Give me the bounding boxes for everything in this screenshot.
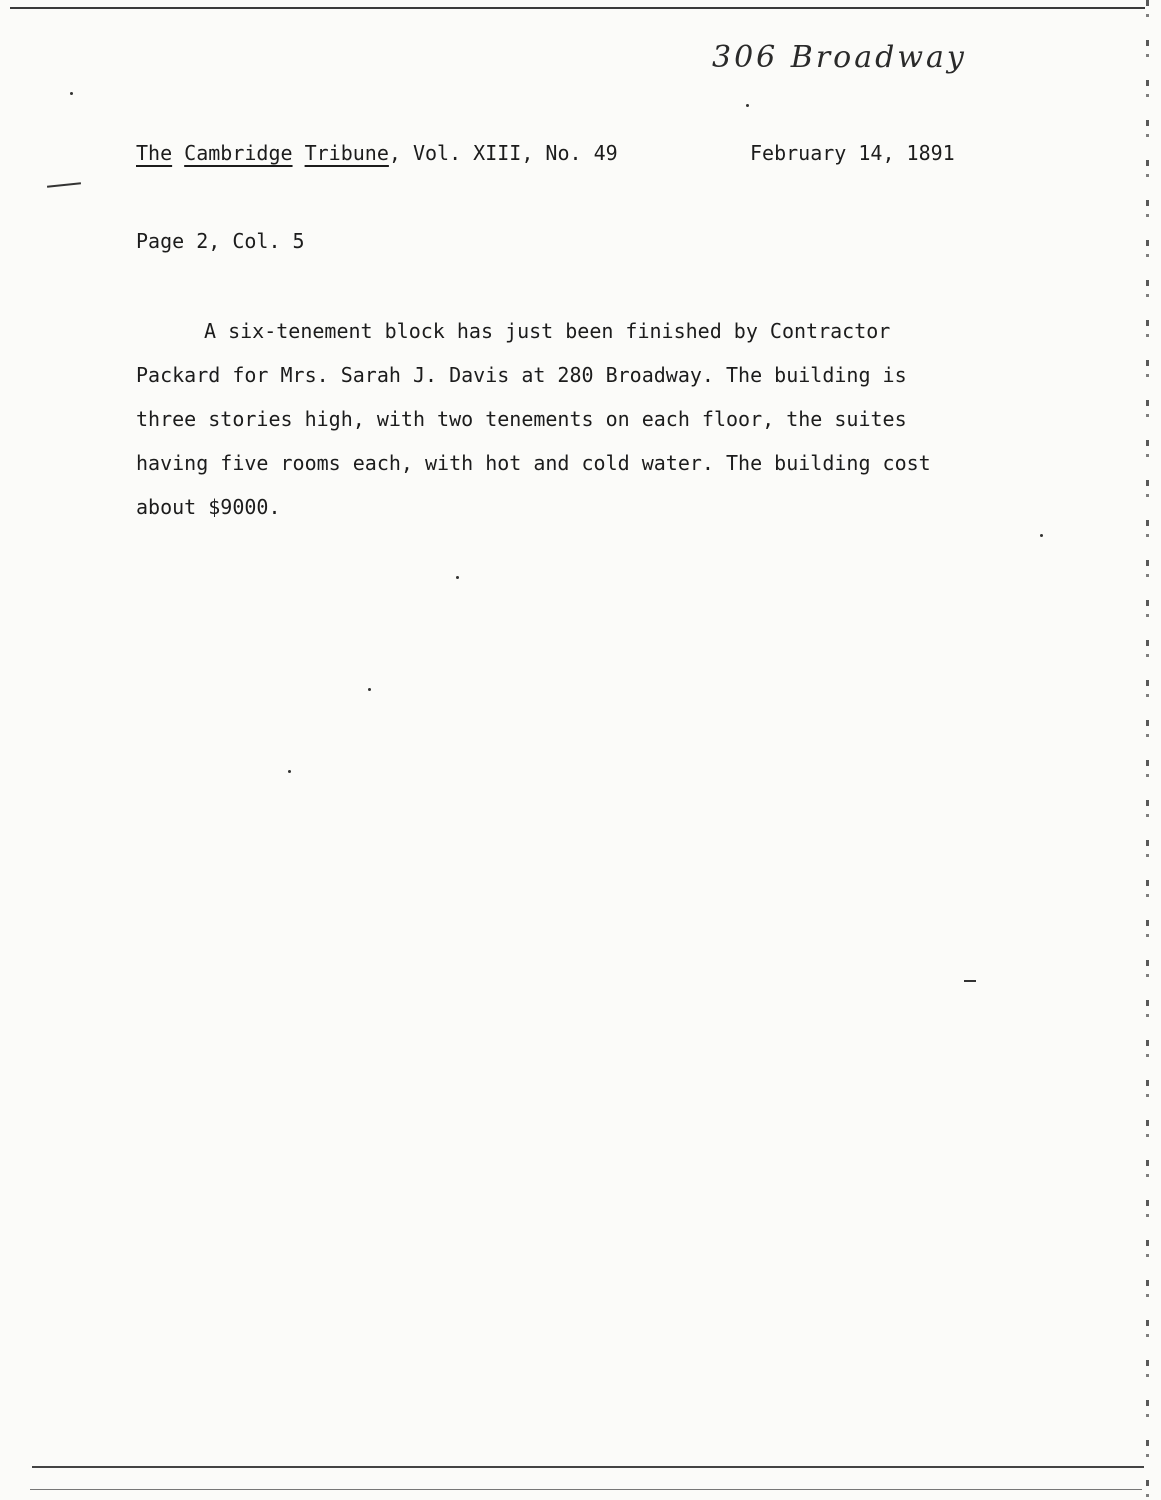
scan-speck <box>746 104 749 107</box>
handwritten-annotation: 306 Broadway <box>712 40 967 75</box>
publication-name-the: The <box>136 141 173 165</box>
publication-name-tribune: Tribune <box>304 141 389 165</box>
scan-speck <box>1040 534 1043 537</box>
margin-mark <box>47 182 81 188</box>
bottom-border-line-lower <box>30 1489 1142 1490</box>
publication-date: February 14, 1891 <box>750 141 955 165</box>
publication-name-cambridge: Cambridge <box>184 141 293 165</box>
page-column-reference: Page 2, Col. 5 <box>136 229 305 253</box>
scan-speck <box>70 92 73 95</box>
article-line: A six-tenement block has just been finished by Contractor <box>204 319 891 343</box>
article-line: having five rooms each, with hot and cold water. The building cost <box>136 451 931 475</box>
bottom-border-line <box>32 1466 1144 1468</box>
scan-right-edge <box>1146 0 1149 1500</box>
scan-speck <box>288 770 291 773</box>
top-border-line <box>10 7 1145 9</box>
citation-header <box>136 140 996 166</box>
scan-speck <box>456 576 459 579</box>
article-body <box>136 318 1056 538</box>
article-line: Packard for Mrs. Sarah J. Davis at 280 Broadway. The building is <box>136 363 907 387</box>
scan-speck <box>964 980 976 982</box>
scan-speck <box>368 688 371 691</box>
article-line: about $9000. <box>136 495 281 519</box>
article-line: three stories high, with two tenements on each floor, the suites <box>136 407 907 431</box>
volume-issue: , Vol. XIII, No. 49 <box>388 141 618 165</box>
